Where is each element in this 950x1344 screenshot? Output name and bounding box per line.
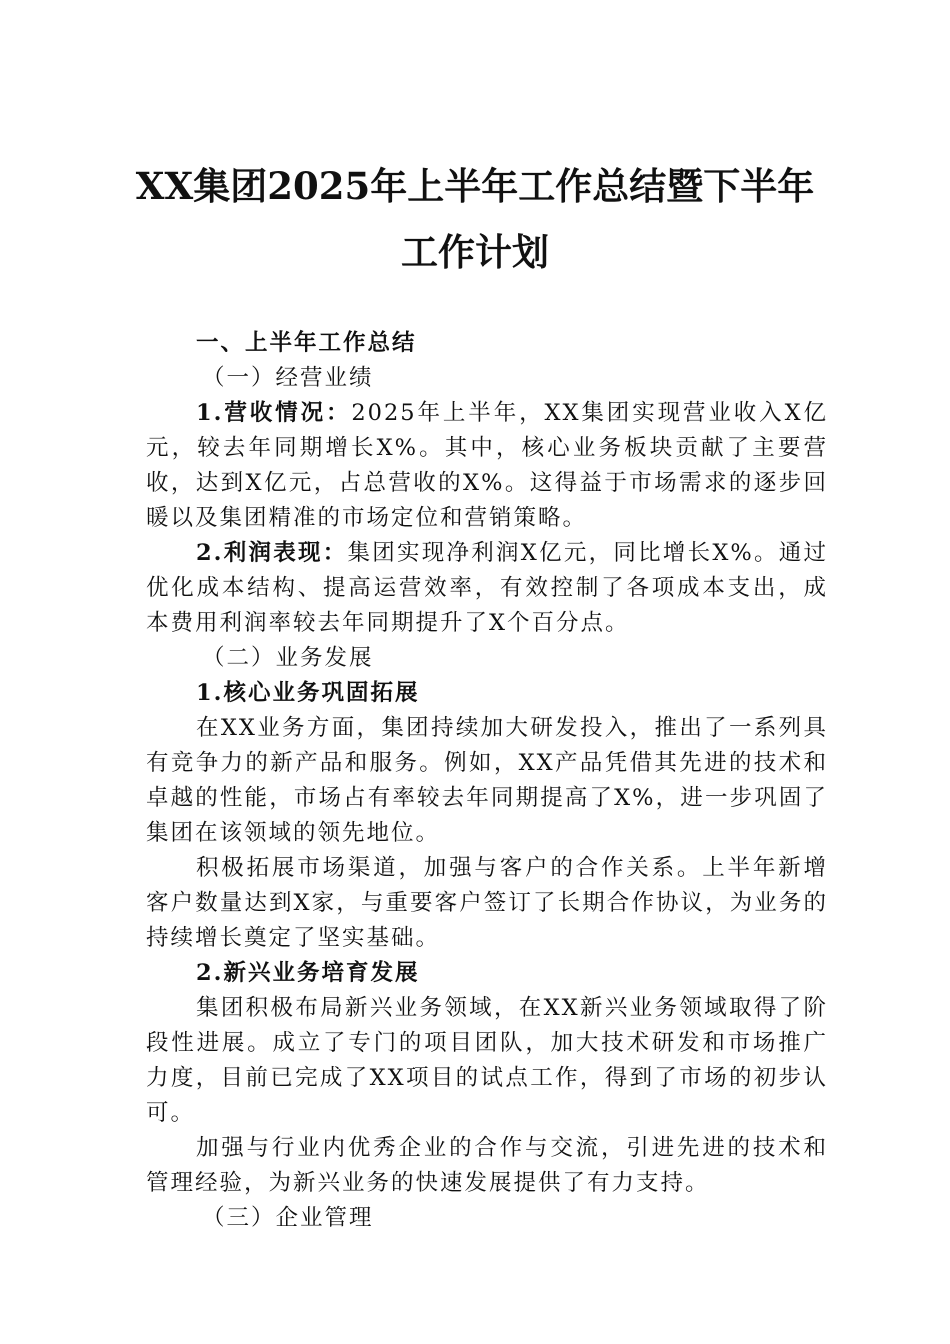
paragraph-lead: 1.营收情况： bbox=[196, 400, 352, 426]
subsection-heading: （二）业务发展 bbox=[202, 645, 374, 671]
paragraph: 积极拓展市场渠道，加强与客户的合作关系。上半年新增客户数量达到X家，与重要客户签订了长期合作协议，为业务的持续增长奠定了坚实基础。 bbox=[146, 855, 828, 951]
subsection-heading: （三）企业管理 bbox=[202, 1205, 374, 1231]
item-heading: 2.新兴业务培育发展 bbox=[196, 960, 420, 986]
subsection-heading: （一）经营业绩 bbox=[202, 365, 374, 391]
paragraph-lead: 2.利润表现： bbox=[196, 540, 348, 566]
paragraph: 集团积极布局新兴业务领域，在XX新兴业务领域取得了阶段性进展。成立了专门的项目团队，加大技术研发和市场推广力度，目前已完成了XX项目的试点工作，得到了市场的初步认可。 bbox=[146, 995, 828, 1126]
document-title-line2: 工作计划 bbox=[401, 230, 549, 274]
paragraph: 在XX业务方面，集团持续加大研发投入，推出了一系列具有竞争力的新产品和服务。例如，XX产品凭借其先进的技术和卓越的性能，市场占有率较去年同期提高了X%，进一步巩固了集团在该领域的领先地位。 bbox=[146, 715, 828, 846]
paragraph: 加强与行业内优秀企业的合作与交流，引进先进的技术和管理经验，为新兴业务的快速发展提供了有力支持。 bbox=[146, 1135, 828, 1196]
paragraph-text: 2025年上半年，XX集团实现营业收入X亿元，较去年同期增长X%。其中，核心业务板块贡献了主要营收，达到X亿元，占总营收的X%。这得益于市场需求的逐步回暖以及集团精准的市场定位和营销策略。 bbox=[146, 400, 828, 531]
paragraph bbox=[146, 396, 828, 536]
document-title-line1: XX集团2025年上半年工作总结暨下半年 bbox=[135, 164, 815, 208]
paragraph bbox=[146, 536, 828, 641]
paragraph-text: 集团实现净利润X亿元，同比增长X%。通过优化成本结构、提高运营效率，有效控制了各项成本支出，成本费用利润率较去年同期提升了X个百分点。 bbox=[146, 540, 828, 636]
item-heading: 1.核心业务巩固拓展 bbox=[196, 680, 420, 706]
section-heading: 一、上半年工作总结 bbox=[196, 330, 417, 356]
document-body bbox=[146, 326, 828, 1236]
